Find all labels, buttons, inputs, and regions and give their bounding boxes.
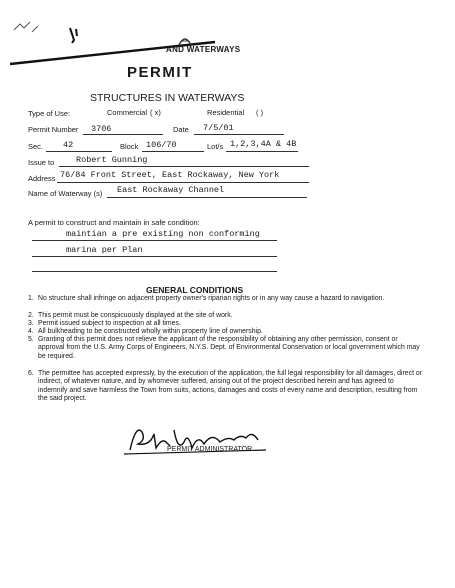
condition-number: 3. (28, 320, 34, 327)
address-label: Address (28, 174, 56, 183)
purpose-line-2: marina per Plan (66, 245, 143, 255)
conditions-heading: GENERAL CONDITIONS (146, 285, 244, 295)
permit-number-label: Permit Number (28, 125, 79, 134)
purpose-intro: A permit to construct and maintain in safe condition: (28, 218, 200, 227)
lots-label: Lot/s (207, 142, 224, 151)
date-value: 7/5/01 (203, 123, 234, 133)
block-label: Block (120, 142, 139, 151)
condition-item-1 (28, 295, 423, 303)
commercial-checkbox[interactable]: ( x) (150, 108, 161, 117)
condition-number: 2. (28, 312, 34, 319)
block-value: 106/70 (146, 140, 177, 150)
condition-text: No structure shall infringe on adjacent property owner's riparian rights or in any way cause a hazard to navigation. (38, 295, 385, 302)
type-of-use-label: Type of Use: (28, 109, 71, 118)
address-underline (57, 182, 309, 183)
scan-artifact-left (12, 20, 42, 34)
condition-number: 1. (28, 295, 34, 302)
condition-item-6 (28, 370, 423, 403)
waterway-label: Name of Waterway (s) (28, 189, 103, 198)
date-label: Date (173, 125, 189, 134)
purpose-underline-1 (32, 240, 277, 241)
condition-text: This permit must be conspicuously displayed at the site of work. (38, 312, 233, 319)
condition-text: The permittee has accepted expressly, by the execution of the application, the full legal responsibility for all damages, direct or indirect, of whatever nature, and by whomever suffered, arising out of the project described herein and has agreed to indemnify and save harmless the Town from suits, actions, damages and costs of every name and description, resulting from the said project. (38, 370, 423, 402)
sec-label: Sec. (28, 142, 44, 151)
page-subtitle: STRUCTURES IN WATERWAYS (90, 92, 245, 104)
sec-underline (46, 151, 112, 152)
condition-number: 6. (28, 370, 34, 377)
purpose-line-1: maintian a pre existing non conforming (66, 229, 260, 239)
residential-label: Residential (207, 108, 245, 117)
purpose-underline-3 (32, 271, 277, 272)
date-underline (194, 134, 284, 135)
condition-item-5 (28, 336, 423, 361)
issue-to-value: Robert Gunning (76, 155, 148, 165)
condition-number: 5. (28, 336, 34, 343)
condition-number: 4. (28, 328, 34, 335)
issue-to-underline (59, 166, 309, 167)
condition-text: Permit issued subject to inspection at all times. (38, 320, 181, 327)
block-underline (142, 151, 204, 152)
purpose-underline-2 (32, 256, 277, 257)
lots-value: 1,2,3,4A & 4B (230, 139, 297, 149)
waterway-underline (107, 197, 307, 198)
waterway-value: East Rockaway Channel (117, 185, 225, 195)
signature-title: PERMIT ADMINISTRATOR (167, 446, 253, 453)
condition-text: Granting of this permit does not relieve the applicant of the responsibility of obtaining any other permission, consent or approval from the U.S. Army Corps of Engineers, N.Y.S. Dept. of Environmental Conservation or local government which may be required. (38, 336, 420, 360)
sec-value: 42 (63, 140, 74, 150)
page-title: PERMIT (127, 64, 193, 81)
commercial-label: Commercial (107, 108, 148, 117)
title-fragment: AND WATERWAYS (166, 45, 241, 54)
lots-underline (226, 151, 298, 152)
permit-number-value: 3706 (91, 124, 112, 134)
permit-number-underline (83, 134, 163, 135)
issue-to-label: Issue to (28, 158, 55, 167)
address-value: 76/84 Front Street, East Rockaway, New York (60, 170, 280, 180)
condition-text: All bulkheading to be constructed wholly within property line of ownership. (38, 328, 263, 335)
residential-checkbox[interactable]: ( ) (256, 108, 264, 117)
